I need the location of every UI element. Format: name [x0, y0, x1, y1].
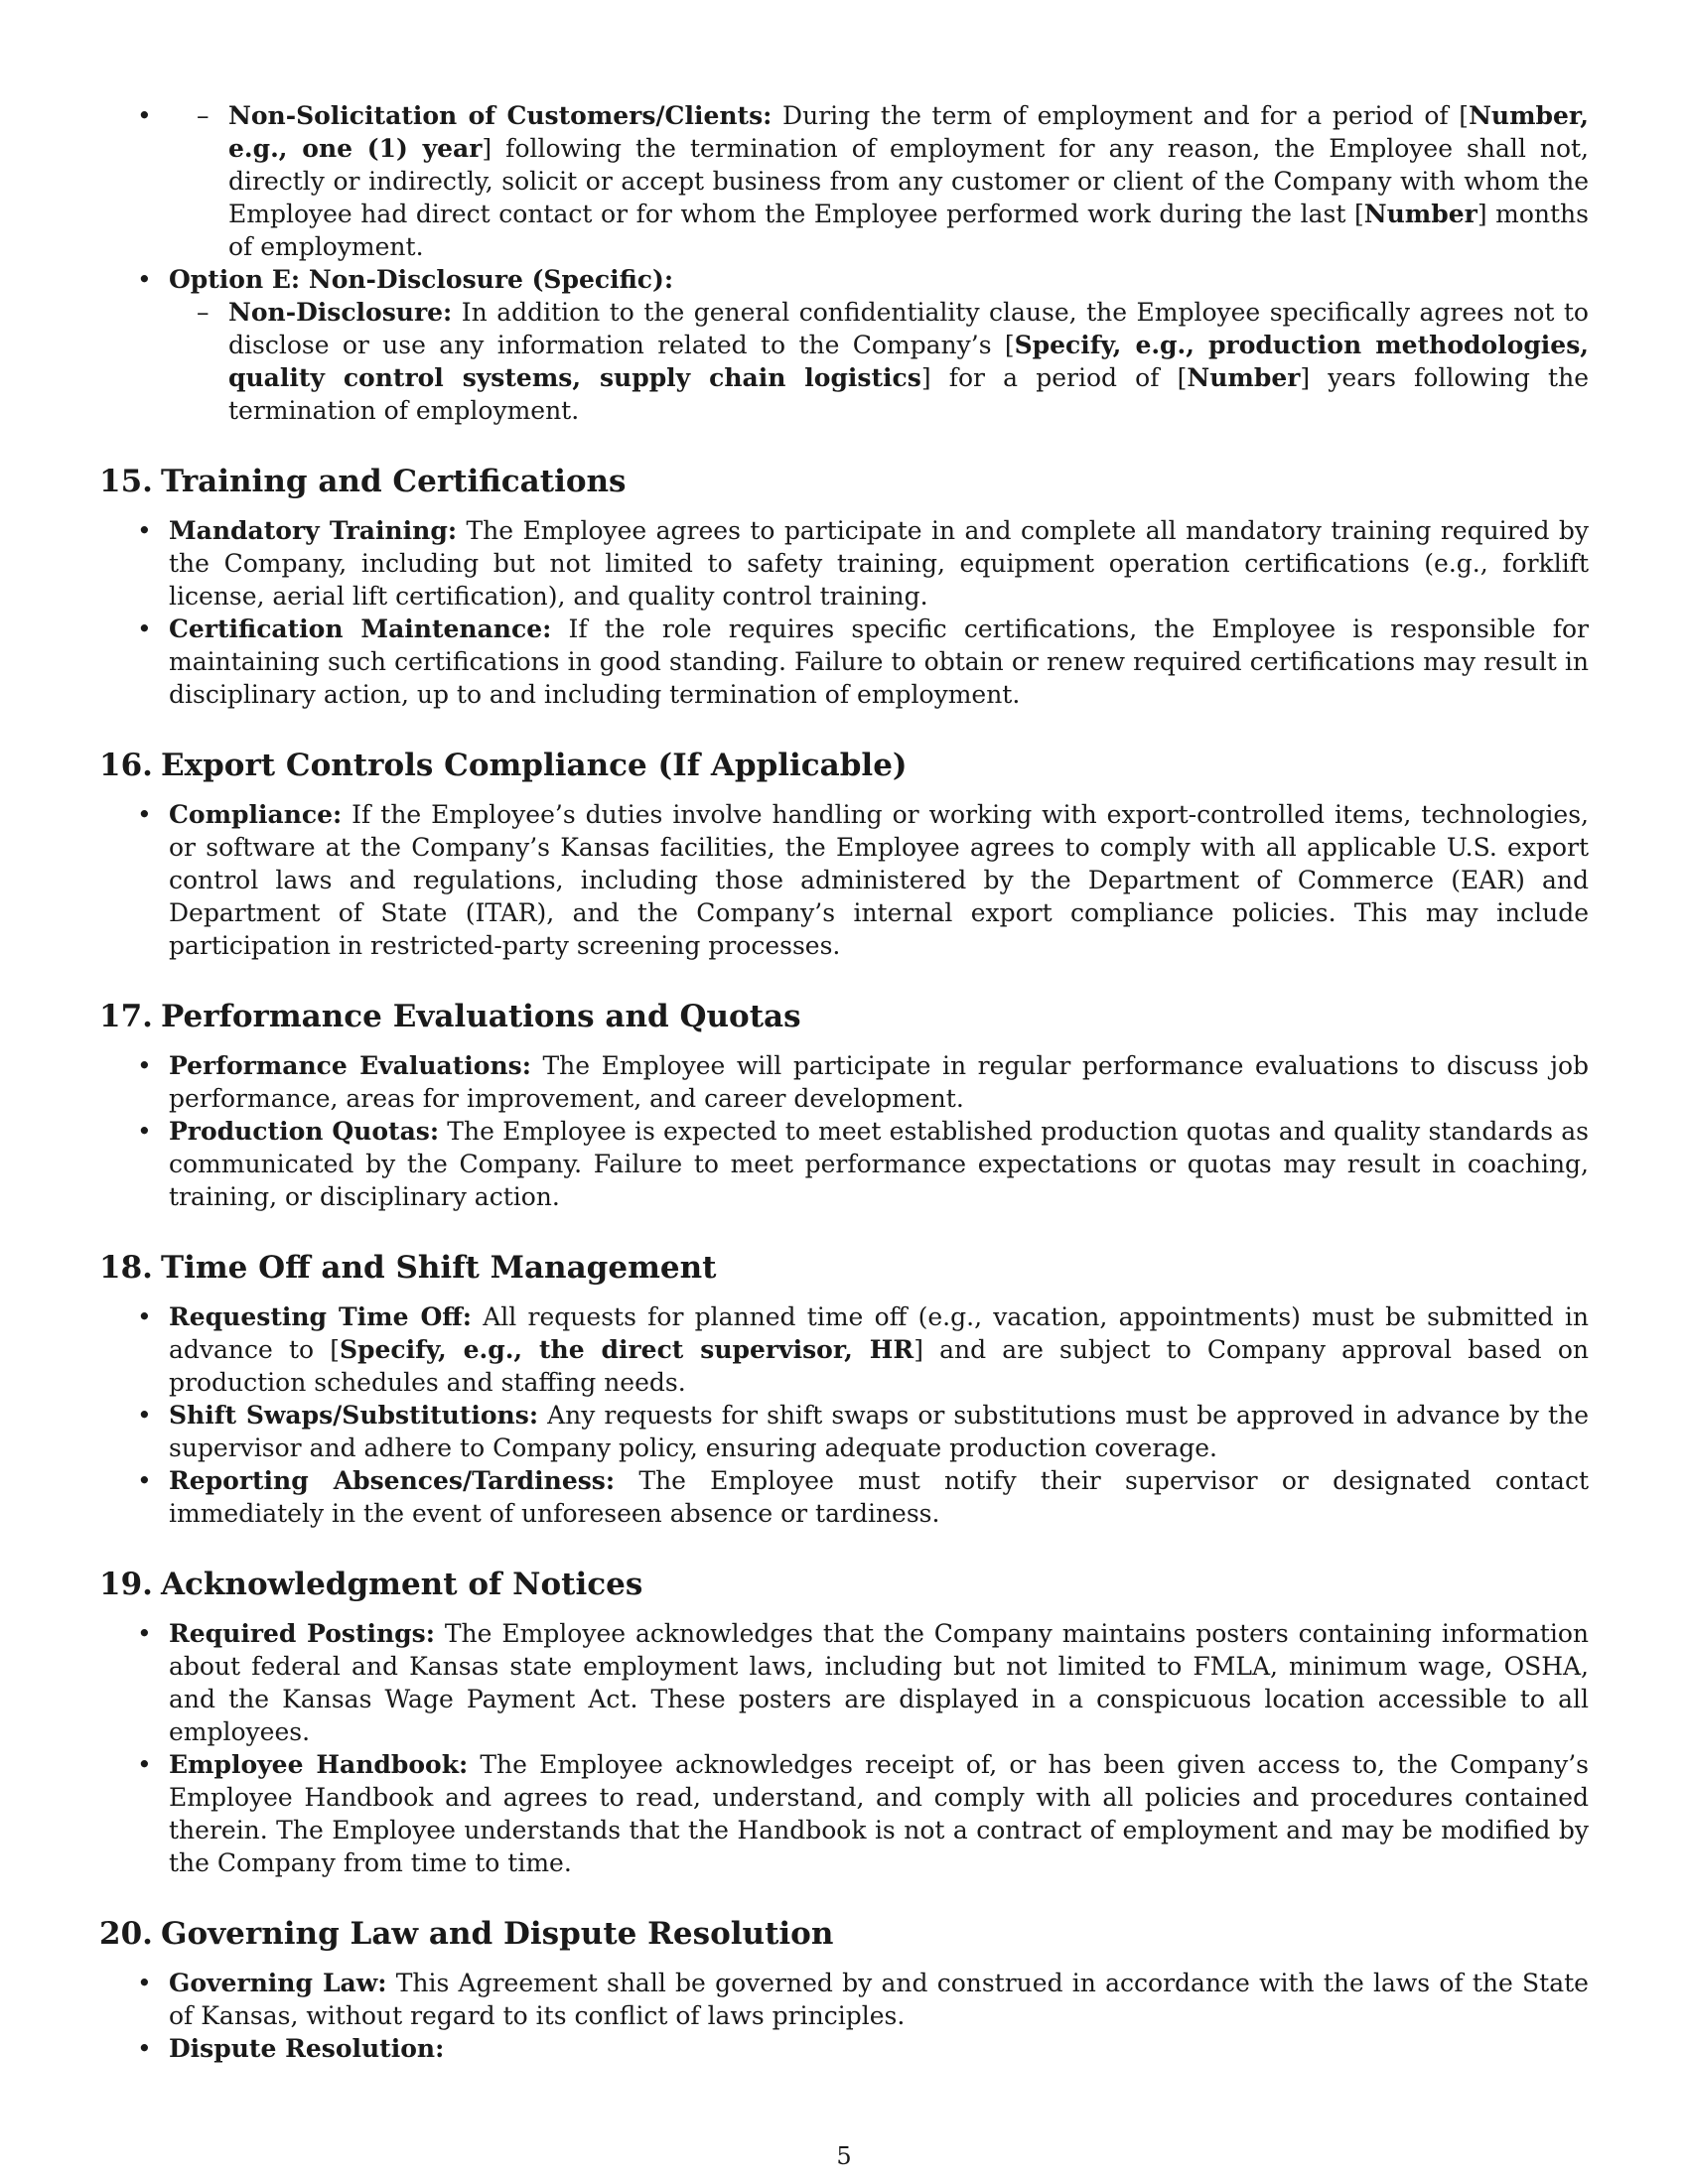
- clause-label: Non-Disclosure:: [228, 298, 453, 327]
- item-text: The Employee acknowledges that the Company maintains posters containing information about federal and Kansas state employment laws, including but not limited to FMLA, minimum wage, OSHA, and the Kansas Wage Payment Act. These posters are displayed in a conspicuous location accessible to all employees.: [169, 1619, 1589, 1746]
- item-text: All requests for planned time off (e.g., vacation, appointments) must be submitted in advance to [: [169, 1302, 1589, 1364]
- section-title: Training and Certifications: [161, 464, 627, 499]
- placeholder-text: Number: [1187, 363, 1301, 392]
- list-item: [99, 798, 1589, 962]
- section-title: Export Controls Compliance (If Applicable): [161, 748, 908, 783]
- section-17-list: [99, 1049, 1589, 1213]
- clause-text: ] months of employment.: [228, 200, 1589, 261]
- list-item: [99, 2032, 1589, 2065]
- section-number: 17.: [99, 999, 153, 1034]
- section-title: Acknowledgment of Notices: [161, 1567, 643, 1602]
- list-item: [99, 1464, 1589, 1530]
- sub-list: [169, 296, 1589, 427]
- page-number: 5: [836, 2142, 852, 2170]
- item-label: Compliance:: [169, 800, 343, 829]
- section-title: Time Off and Shift Management: [161, 1250, 717, 1286]
- option-label: Option E: Non-Disclosure (Specific):: [169, 265, 674, 294]
- section-number: 19.: [99, 1567, 153, 1602]
- item-text: Any requests for shift swaps or substitutions must be approved in advance by the supervisor and adhere to Company policy, ensuring adequate production coverage.: [169, 1401, 1589, 1462]
- section-18-list: [99, 1300, 1589, 1530]
- section-15-list: [99, 514, 1589, 711]
- list-item: [99, 1748, 1589, 1879]
- item-text: This Agreement shall be governed by and construed in accordance with the laws of the State of Kansas, without regard to its conflict of laws principles.: [169, 1969, 1589, 2030]
- item-label: Production Quotas:: [169, 1117, 440, 1146]
- item-label: Dispute Resolution:: [169, 2034, 445, 2063]
- clause-label: Non-Solicitation of Customers/Clients:: [228, 101, 773, 130]
- section-19-list: [99, 1617, 1589, 1879]
- list-item: [99, 99, 1589, 263]
- item-label: Performance Evaluations:: [169, 1051, 531, 1080]
- item-label: Employee Handbook:: [169, 1750, 469, 1779]
- item-text: If the Employee’s duties involve handling or working with export-controlled items, technologies, or software at the Company’s Kansas facilities, the Employee agrees to comply with all applicable U.S. export control laws and regulations, including those administered by the Department of Commerce (EAR) and Department of State (ITAR), and the Company’s internal export compliance policies. This may include participation in restricted-party screening processes.: [169, 800, 1589, 960]
- option-e-item: [99, 263, 1589, 427]
- continuation-list: [99, 99, 1589, 427]
- item-label: Mandatory Training:: [169, 516, 458, 545]
- item-label: Certification Maintenance:: [169, 614, 552, 643]
- list-item: [99, 1115, 1589, 1213]
- list-item: [99, 1617, 1589, 1748]
- list-item: [99, 514, 1589, 613]
- section-20-list: [99, 1967, 1589, 2065]
- non-disclosure-clause: [169, 296, 1589, 427]
- placeholder-text: Number, e.g., one (1) year: [228, 101, 1589, 163]
- item-label: Reporting Absences/Tardiness:: [169, 1466, 616, 1495]
- item-label: Requesting Time Off:: [169, 1302, 473, 1331]
- item-text: The Employee is expected to meet established production quotas and quality standards as communicated by the Company. Failure to meet performance expectations or quotas may result in coaching, training, or disciplinary action.: [169, 1117, 1589, 1211]
- page-content: [99, 99, 1589, 2065]
- clause-text: ] years following the termination of employment.: [228, 363, 1589, 425]
- item-label: Required Postings:: [169, 1619, 435, 1648]
- clause-text: ] for a period of [: [920, 363, 1188, 392]
- item-text: If the role requires specific certifications, the Employee is responsible for maintaining such certifications in good standing. Failure to obtain or renew required certifications may result in disciplinary action, up to and including termination of employment.: [169, 614, 1589, 709]
- list-item: [99, 1399, 1589, 1464]
- section-number: 16.: [99, 748, 153, 783]
- section-heading-20: [99, 1915, 1589, 1953]
- clause-text: In addition to the general confidentiality clause, the Employee specifically agrees not to disclose or use any information related to the Company’s [: [228, 298, 1589, 359]
- list-item: [99, 1967, 1589, 2032]
- non-solicitation-clause: [169, 99, 1589, 263]
- sub-list: [169, 99, 1589, 263]
- section-16-list: [99, 798, 1589, 962]
- list-item: [99, 1049, 1589, 1115]
- list-item: [99, 1300, 1589, 1399]
- list-item: [99, 613, 1589, 711]
- section-heading-18: [99, 1249, 1589, 1287]
- placeholder-text: Specify, e.g., the direct supervisor, HR: [339, 1335, 914, 1364]
- section-number: 15.: [99, 464, 153, 499]
- item-text: The Employee will participate in regular performance evaluations to discuss job performance, areas for improvement, and career development.: [169, 1051, 1590, 1113]
- section-number: 20.: [99, 1916, 153, 1952]
- section-title: Governing Law and Dispute Resolution: [161, 1916, 834, 1952]
- section-number: 18.: [99, 1250, 153, 1286]
- item-text: ] and are subject to Company approval based on production schedules and staffing needs.: [169, 1335, 1589, 1397]
- placeholder-text: Specify, e.g., production methodologies, quality control systems, supply chain logistics: [228, 331, 1589, 392]
- section-heading-17: [99, 998, 1589, 1035]
- item-label: Shift Swaps/Substitutions:: [169, 1401, 539, 1430]
- item-label: Governing Law:: [169, 1969, 387, 1997]
- section-heading-19: [99, 1566, 1589, 1603]
- item-text: The Employee acknowledges receipt of, or has been given access to, the Company’s Employee Handbook and agrees to read, understand, and comply with all policies and procedures contained therein. The Employee understands that the Handbook is not a contract of employment and may be modified by the Company from time to time.: [169, 1750, 1589, 1877]
- item-text: The Employee agrees to participate in and complete all mandatory training required by the Company, including but not limited to safety training, equipment operation certifications (e.g., forklift license, aerial lift certification), and quality control training.: [169, 516, 1590, 611]
- clause-text: ] following the termination of employment for any reason, the Employee shall not, directly or indirectly, solicit or accept business from any customer or client of the Company with whom the Employee had direct contact or for whom the Employee performed work during the last [: [228, 134, 1589, 228]
- section-heading-15: [99, 463, 1589, 500]
- clause-text: During the term of employment and for a period of [: [772, 101, 1470, 130]
- section-heading-16: [99, 747, 1589, 784]
- item-text: The Employee must notify their supervisor or designated contact immediately in the event of unforeseen absence or tardiness.: [169, 1466, 1589, 1528]
- section-title: Performance Evaluations and Quotas: [161, 999, 801, 1034]
- placeholder-text: Number: [1363, 200, 1477, 228]
